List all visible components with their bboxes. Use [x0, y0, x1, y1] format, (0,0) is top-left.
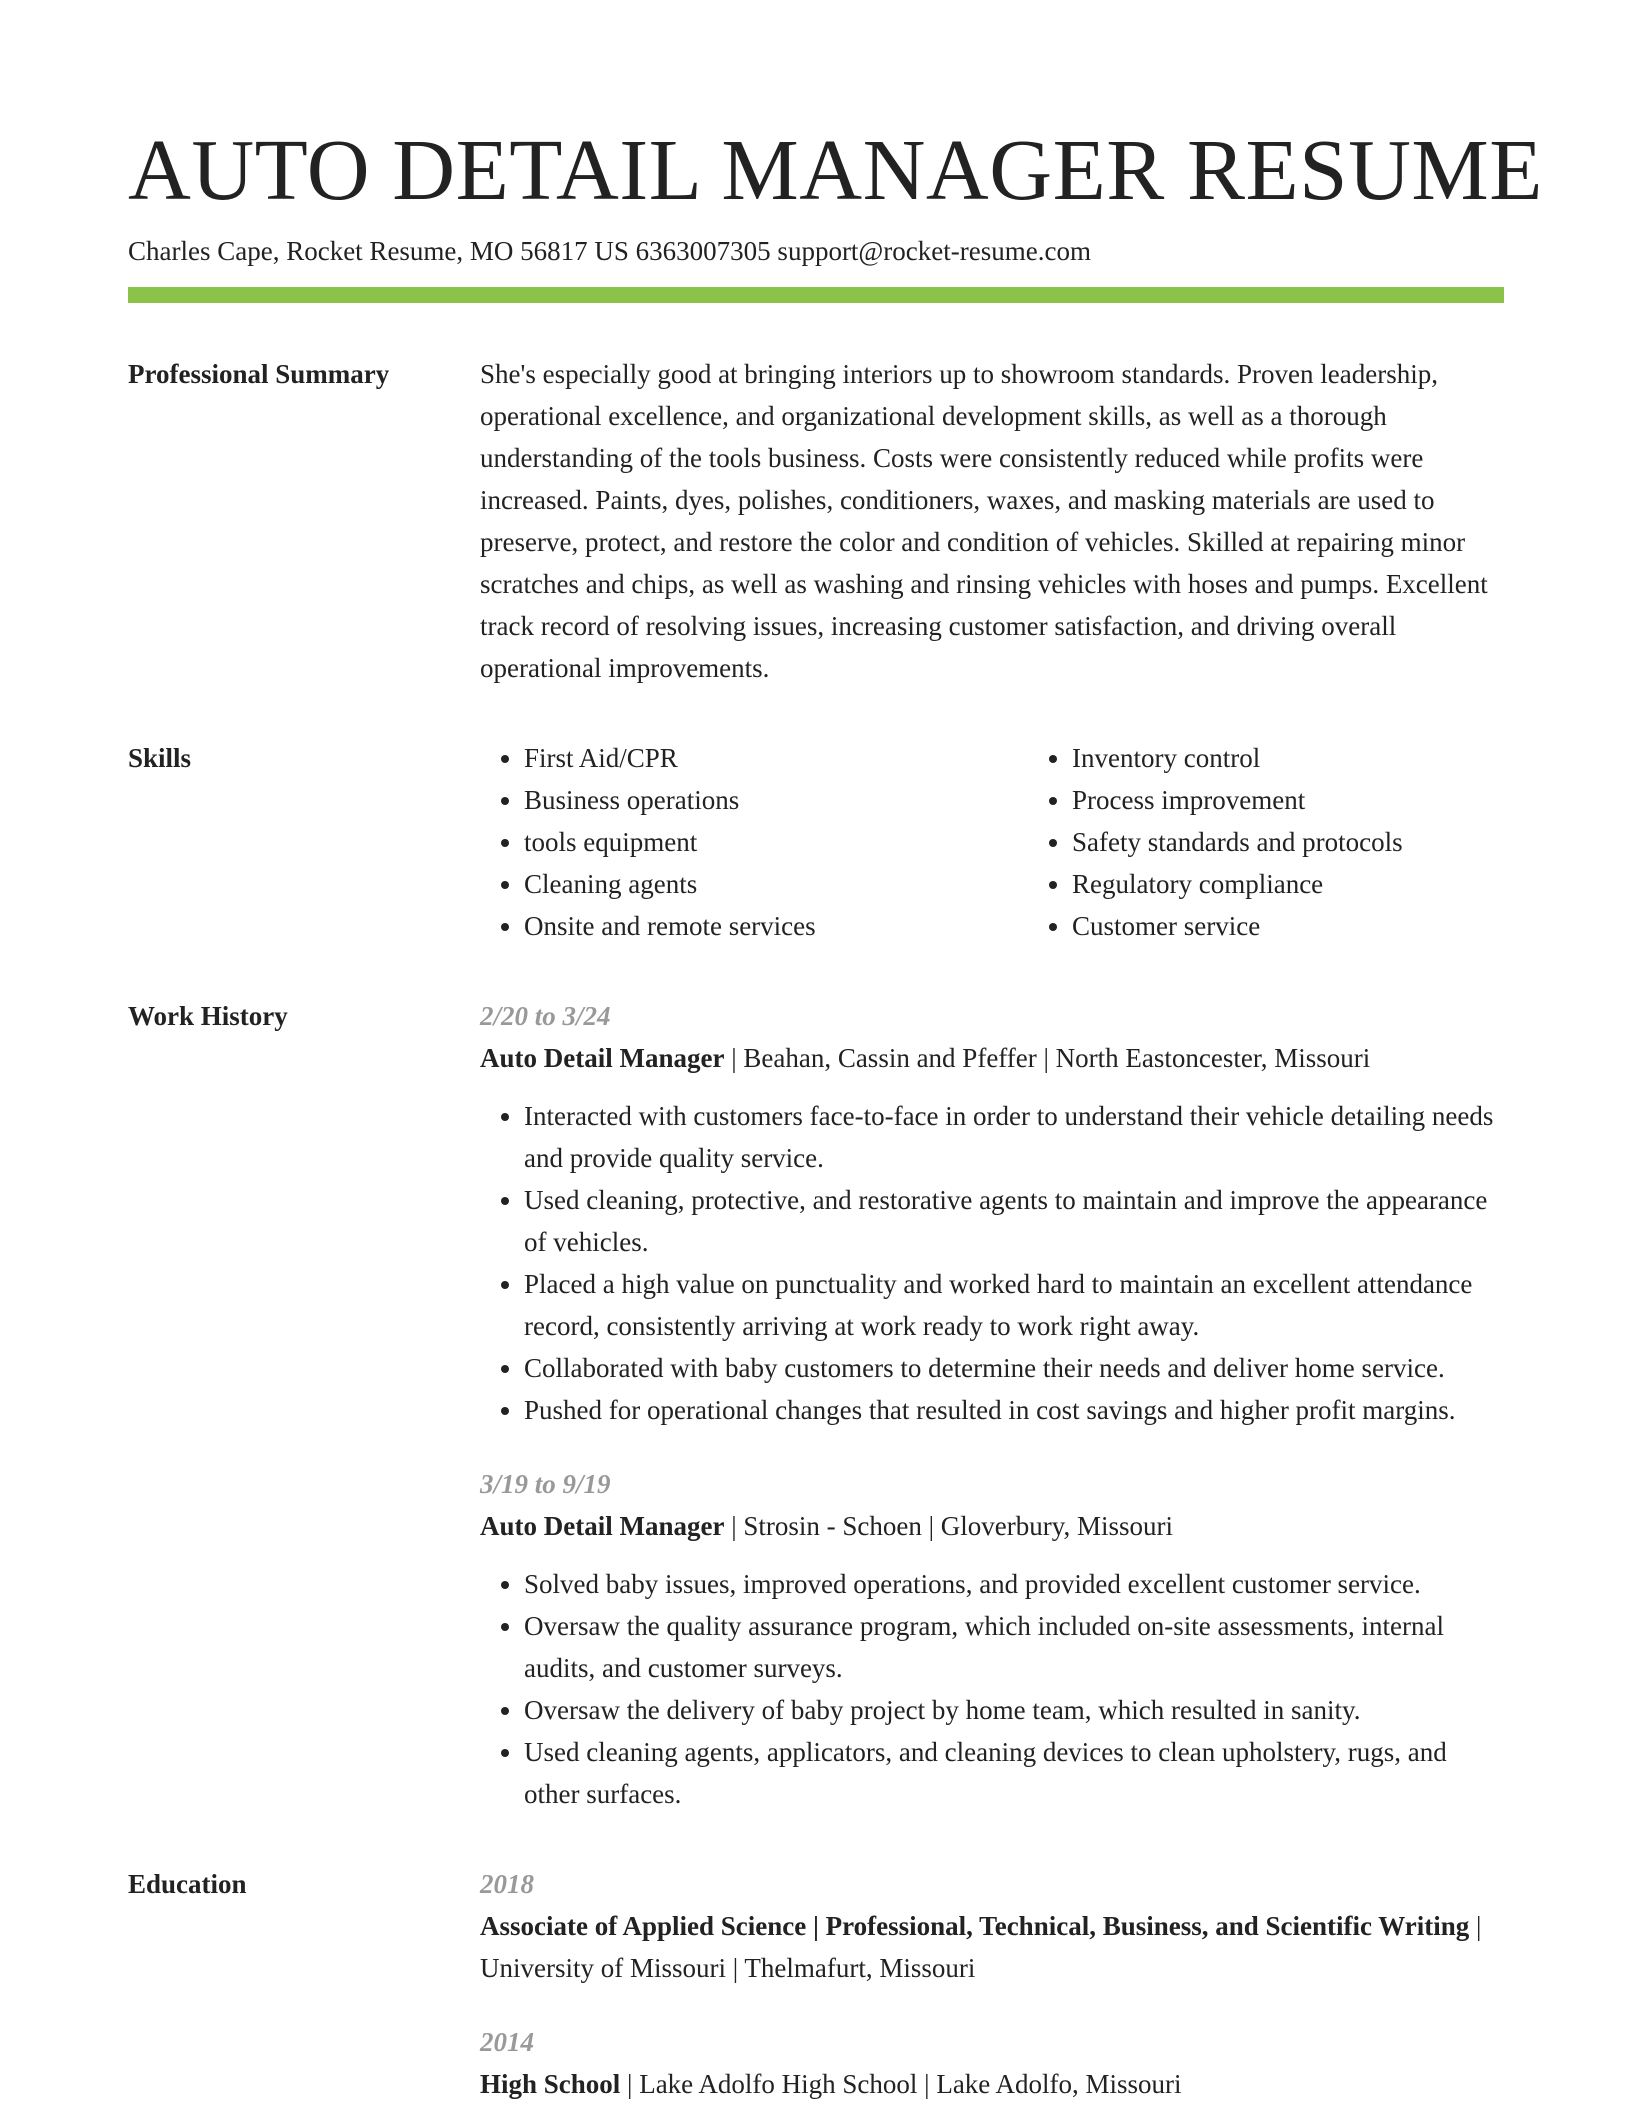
summary-section [128, 353, 1504, 689]
summary-label: Professional Summary [128, 359, 390, 389]
education-school-location: | Lake Adolfo High School | Lake Adolfo, Missouri [620, 2069, 1182, 2099]
skill-item: • Customer service [1072, 905, 1403, 947]
job-bullet: • Collaborated with baby customers to determine their needs and deliver home service. [524, 1347, 1504, 1389]
education-heading [480, 2063, 1504, 2105]
skills-section [128, 737, 1504, 947]
job-title: Auto Detail Manager [480, 1043, 725, 1073]
skill-item: • Process improvement [1072, 779, 1403, 821]
education-school-location: | University of Missouri | Thelmafurt, Missouri [480, 1911, 1482, 1983]
contact-line: Charles Cape, Rocket Resume, MO 56817 US 6363007305 support@rocket-resume.com [128, 236, 1091, 266]
resume-title: AUTO DETAIL MANAGER RESUME [128, 121, 1543, 218]
education-heading [480, 1905, 1504, 1989]
education-degree: Associate of Applied Science | Professional, Technical, Business, and Scientific Writing [480, 1911, 1470, 1941]
education-entry [480, 2021, 1504, 2105]
work-history-label: Work History [128, 1001, 288, 1031]
work-history-section [128, 995, 1504, 1815]
education-year: 2018 [480, 1869, 534, 1899]
job-company-location: | Strosin - Schoen | Gloverbury, Missouri [724, 1511, 1173, 1541]
job-bullet: • Oversaw the delivery of baby project by home team, which resulted in sanity. [524, 1689, 1504, 1731]
job-bullets [480, 1095, 1504, 1431]
skills-label: Skills [128, 743, 192, 773]
education-section [128, 1863, 1504, 2105]
accent-divider [128, 287, 1504, 303]
job-dates: 2/20 to 3/24 [480, 1001, 611, 1031]
summary-text: She's especially good at bringing interiors up to showroom standards. Proven leadership, operational excellence, and organizational development skills, as well as a thorough understanding of the tools business. Costs were consistently reduced while profits were increased. Paints, dyes, polishes, conditioners, waxes, and masking materials are used to preserve, protect, and restore the color and condition of vehicles. Skilled at repairing minor scratches and chips, as well as washing and rinsing vehicles with hoses and pumps. Excellent track record of resolving issues, increasing customer satisfaction, and driving overall operational improvements. [480, 359, 1488, 683]
skill-item: • Inventory control [1072, 737, 1403, 779]
skill-item: • Onsite and remote services [524, 905, 1028, 947]
job-entry [480, 995, 1504, 1431]
skill-item: • Cleaning agents [524, 863, 1028, 905]
education-degree: High School [480, 2069, 621, 2099]
skill-item: • tools equipment [524, 821, 1028, 863]
education-entry [480, 1863, 1504, 1989]
skills-list-left [480, 737, 1028, 947]
resume-page [128, 0, 1543, 2105]
skill-item: • Business operations [524, 779, 1028, 821]
job-bullet: • Placed a high value on punctuality and worked hard to maintain an excellent attendance record, consistently arriving at work ready to work right away. [524, 1263, 1504, 1347]
job-company-location: | Beahan, Cassin and Pfeffer | North Eastoncester, Missouri [724, 1043, 1371, 1073]
job-bullet: • Solved baby issues, improved operations, and provided excellent customer service. [524, 1563, 1504, 1605]
skill-item: • First Aid/CPR [524, 737, 1028, 779]
job-bullet: • Oversaw the quality assurance program, which included on-site assessments, internal audits, and customer surveys. [524, 1605, 1504, 1689]
skill-item: • Safety standards and protocols [1072, 821, 1403, 863]
job-bullets [480, 1563, 1504, 1815]
education-year: 2014 [480, 2027, 534, 2057]
skills-grid [480, 737, 1504, 947]
job-heading [480, 1505, 1504, 1547]
job-heading [480, 1037, 1504, 1079]
job-bullet: • Pushed for operational changes that resulted in cost savings and higher profit margins. [524, 1389, 1504, 1431]
job-bullet: • Used cleaning agents, applicators, and cleaning devices to clean upholstery, rugs, and other surfaces. [524, 1731, 1504, 1815]
job-bullet: • Interacted with customers face-to-face in order to understand their vehicle detailing needs and provide quality service. [524, 1095, 1504, 1179]
education-label: Education [128, 1869, 247, 1899]
skill-item: • Regulatory compliance [1072, 863, 1403, 905]
job-title: Auto Detail Manager [480, 1511, 725, 1541]
job-dates: 3/19 to 9/19 [480, 1469, 611, 1499]
job-bullet: • Used cleaning, protective, and restorative agents to maintain and improve the appearance of vehicles. [524, 1179, 1504, 1263]
skills-list-right [1028, 737, 1403, 947]
job-entry [480, 1463, 1504, 1815]
